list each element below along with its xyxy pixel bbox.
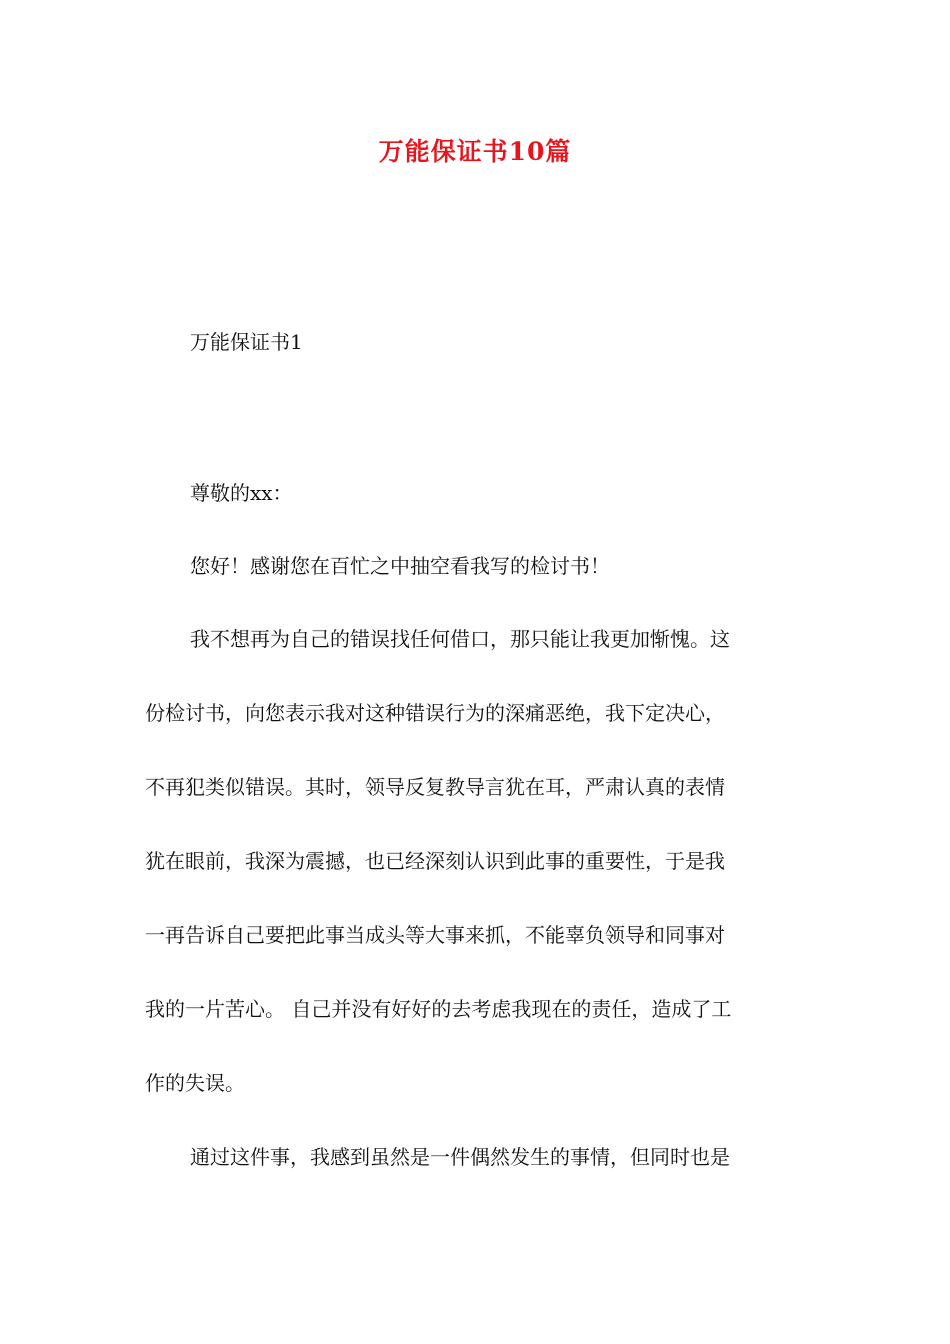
paragraph-line: 一再告诉自己要把此事当成头等大事来抓，不能辜负领导和同事对 bbox=[145, 923, 725, 947]
greeting-line: 您好！感谢您在百忙之中抽空看我写的检讨书！ bbox=[190, 554, 610, 578]
paragraph-line: 份检讨书，向您表示我对这种错误行为的深痛恶绝，我下定决心， bbox=[145, 701, 725, 725]
section-heading: 万能保证书1 bbox=[190, 330, 303, 354]
salutation: 尊敬的xx： bbox=[190, 481, 293, 505]
paragraph-line: 我的一片苦心。 自己并没有好好的去考虑我现在的责任，造成了工 bbox=[145, 997, 732, 1021]
paragraph-line: 通过这件事，我感到虽然是一件偶然发生的事情，但同时也是 bbox=[190, 1145, 730, 1169]
document-title: 万能保证书10篇 bbox=[378, 137, 572, 166]
paragraph-line: 作的失误。 bbox=[145, 1071, 245, 1095]
paragraph-line: 不再犯类似错误。其时，领导反复教导言犹在耳，严肃认真的表情 bbox=[145, 775, 725, 799]
paragraph-line: 我不想再为自己的错误找任何借口，那只能让我更加惭愧。这 bbox=[190, 627, 730, 651]
paragraph-line: 犹在眼前，我深为震撼，也已经深刻认识到此事的重要性，于是我 bbox=[145, 849, 725, 873]
